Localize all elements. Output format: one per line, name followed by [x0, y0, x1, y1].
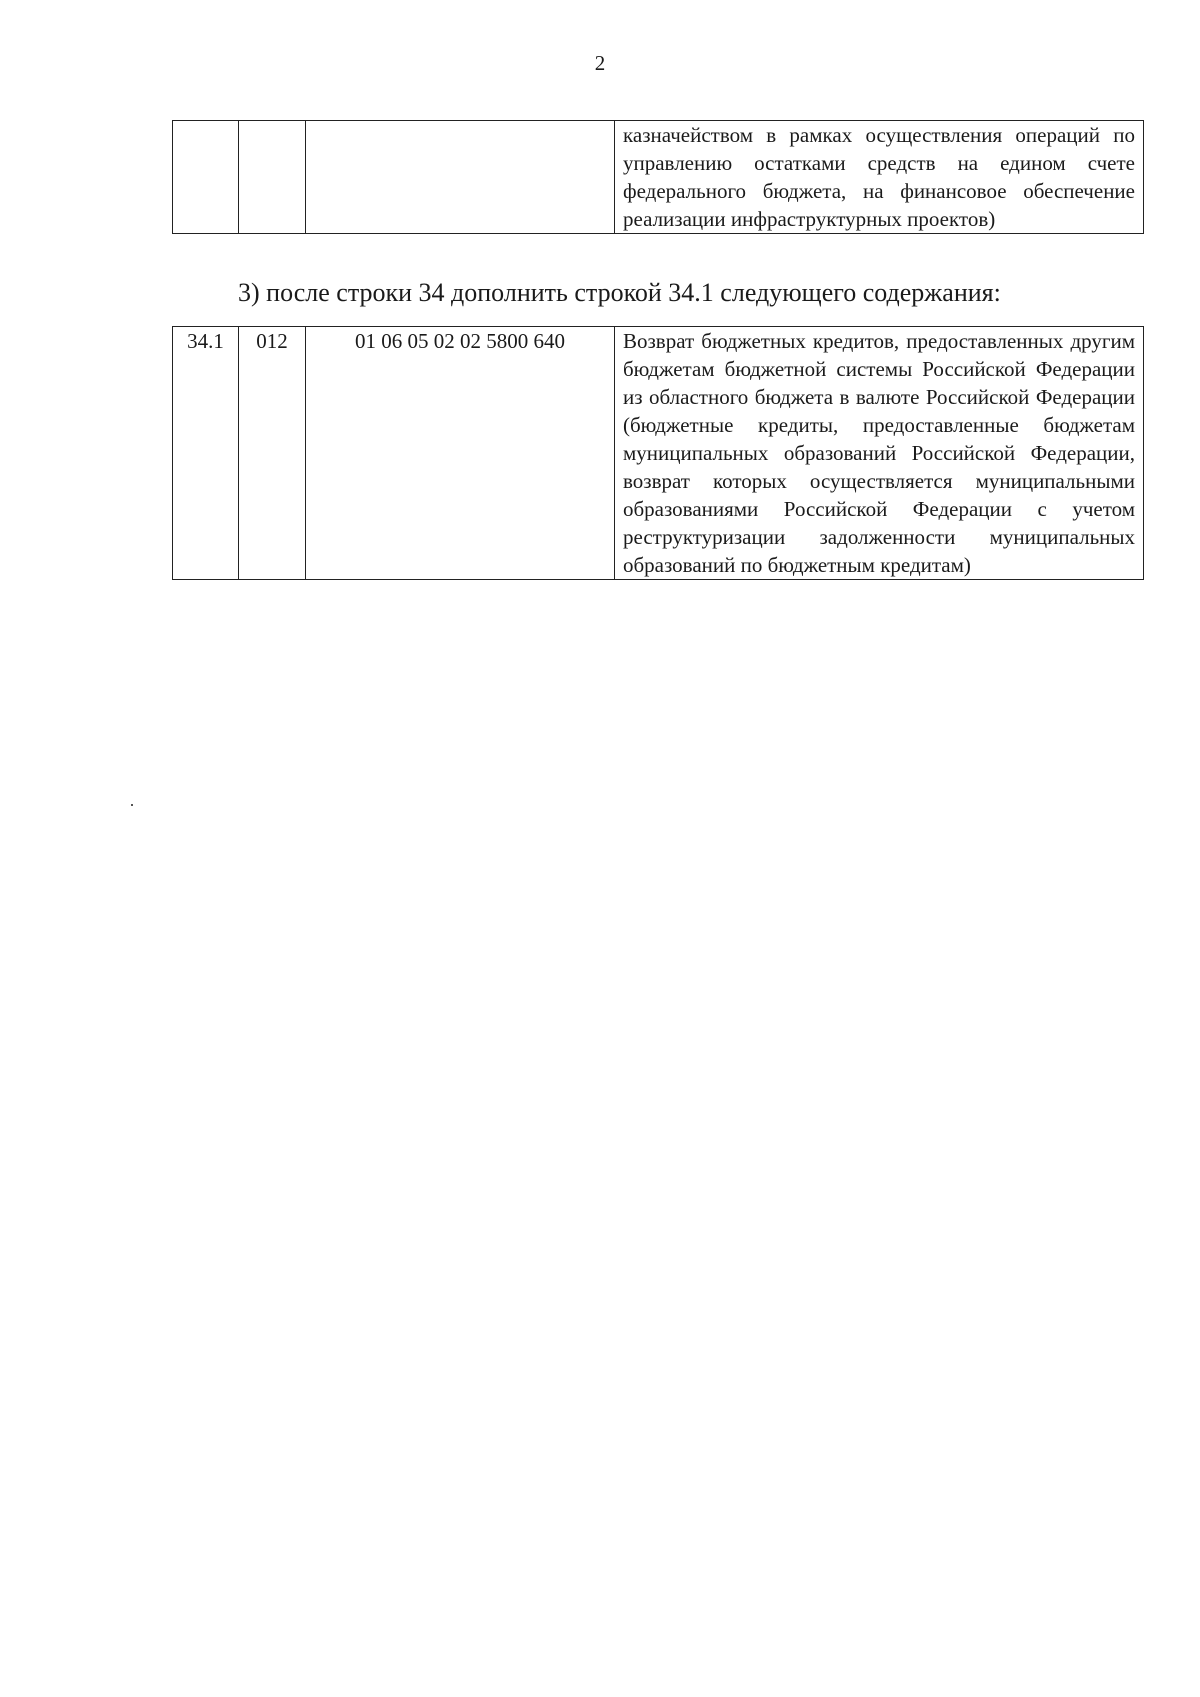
amendment-instruction: 3) после строки 34 дополнить строкой 34.1 следующего содержания:	[238, 278, 1001, 307]
description-cell: Возврат бюджетных кредитов, предоставленных другим бюджетам бюджетной системы Российской Федерации из областного бюджета в валюте Российской Федерации (бюджетные кредиты, предоставленные бюджетам муниципальных образований Российской Федерации, возврат которых осуществляется муниципальными образованиями Российской Федерации с учетом реструктуризации задолженности муниципальных образований по бюджетным кредитам)	[615, 327, 1144, 580]
scan-artifact-dot	[131, 804, 133, 806]
row-number-cell: 34.1	[173, 327, 239, 580]
new-row-table	[172, 326, 1144, 580]
table-row	[173, 121, 1144, 234]
budget-code-cell: 01 06 05 02 02 5800 640	[306, 327, 615, 580]
budget-code-cell	[306, 121, 615, 234]
description-cell: казначейством в рамках осуществления операций по управлению остатками средств на едином счете федерального бюджета, на финансовое обеспечение реализации инфраструктурных проектов)	[615, 121, 1144, 234]
table-row	[173, 327, 1144, 580]
continuation-table	[172, 120, 1144, 234]
admin-code-cell: 012	[239, 327, 306, 580]
row-number-cell	[173, 121, 239, 234]
page-number: 2	[594, 51, 606, 75]
admin-code-cell	[239, 121, 306, 234]
